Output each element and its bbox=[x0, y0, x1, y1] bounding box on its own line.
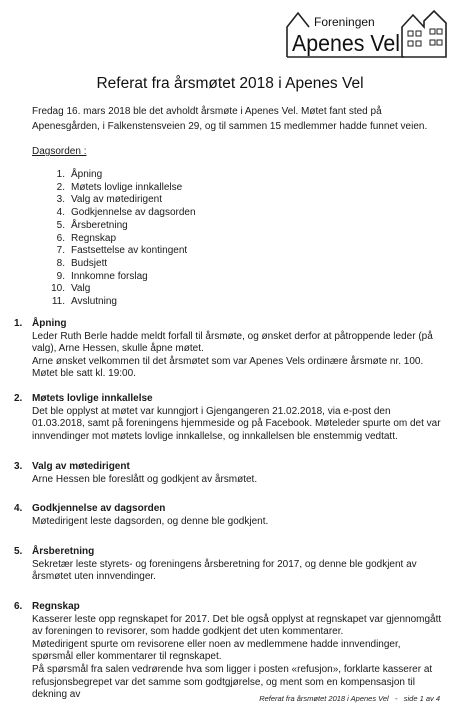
section-paragraph: Arne Hessen ble foreslått og godkjent av årsmøtet. bbox=[32, 473, 258, 485]
section-paragraph: Møtedirigent leste dagsorden, og denne ble godkjent. bbox=[32, 515, 269, 527]
section-paragraph: Det ble opplyst at møtet var kunngjort i Gjengangeren 21.02.2018, via e-post den 01.03.2018, samt på foreningens hjemmeside og på Facebook. Møteleder spurte om det var innvendinger mot møtets lovlige innkallelse, og innkallelsen ble enstemmig vedtatt. bbox=[32, 405, 441, 442]
agenda-item bbox=[48, 220, 196, 233]
section-heading: Regnskap bbox=[32, 601, 80, 612]
agenda-item-label: Årsberetning bbox=[71, 219, 128, 231]
agenda-item-number: 11. bbox=[51, 296, 65, 308]
agenda-item-label: Budsjett bbox=[71, 257, 108, 269]
section-heading: Åpning bbox=[32, 318, 67, 329]
section-valg-av-motedirigent bbox=[14, 461, 444, 486]
section-number: 6. bbox=[14, 601, 23, 612]
section-heading: Møtets lovlige innkallelse bbox=[32, 393, 153, 404]
section-arsberetning bbox=[14, 546, 444, 584]
agenda-item-label: Åpning bbox=[71, 169, 103, 180]
section-paragraph: Sekretær leste styrets- og foreningens årsberetning for 2017, og denne ble godkjent av årsmøtet uten innvendinger. bbox=[32, 558, 417, 583]
agenda-item bbox=[48, 245, 196, 258]
agenda-item-label: Møtets lovlige innkallelse bbox=[71, 181, 183, 193]
section-lovlige-innkallelse bbox=[14, 393, 444, 443]
agenda-item-number: 8. bbox=[56, 257, 65, 269]
logo-top-word: Foreningen bbox=[314, 15, 375, 29]
agenda-item-number: 3. bbox=[56, 194, 65, 206]
agenda-item bbox=[48, 271, 196, 284]
section-heading: Årsberetning bbox=[32, 546, 95, 557]
agenda-heading: Dagsorden : bbox=[32, 146, 87, 157]
agenda-item-number: 9. bbox=[56, 270, 65, 282]
agenda-item bbox=[48, 258, 196, 271]
section-apning bbox=[14, 318, 444, 381]
section-paragraph: Møtedirigent spurte om revisorene eller noen av medlemmene hadde innvendinger, spørsmål eller kommentarer til regnskapet. bbox=[32, 638, 401, 663]
agenda-item-label: Valg bbox=[71, 283, 91, 295]
section-number: 5. bbox=[14, 546, 23, 557]
section-number: 2. bbox=[14, 393, 23, 404]
agenda-item-label: Fastsettelse av kontingent bbox=[71, 245, 188, 257]
section-paragraph: Møtet ble satt kl. 19:00. bbox=[32, 368, 136, 380]
agenda-list bbox=[48, 169, 196, 309]
section-paragraph: Arne ønsket velkommen til det årsmøtet som var Apenes Vels ordinære årsmøte nr. 100. bbox=[32, 355, 424, 367]
agenda-item-label: Valg av møtedirigent bbox=[71, 194, 162, 206]
logo-graphic bbox=[284, 7, 450, 59]
agenda-item-number: 6. bbox=[56, 232, 65, 244]
section-number: 4. bbox=[14, 503, 23, 514]
agenda-item bbox=[48, 283, 196, 296]
agenda-item bbox=[48, 169, 196, 182]
page-title: Referat fra årsmøtet 2018 i Apenes Vel bbox=[96, 75, 364, 92]
section-regnskap bbox=[14, 601, 444, 702]
agenda-item-label: Innkomne forslag bbox=[71, 270, 148, 282]
agenda-item-number: 5. bbox=[56, 219, 65, 231]
apenes-vel-logo bbox=[284, 7, 450, 59]
section-paragraph: Leder Ruth Berle hadde meldt forfall til årsmøte, og ønsket derfor at påtroppende leder (på valg), Arne Hessen, skulle åpne møtet. bbox=[32, 330, 433, 355]
agenda-item-number: 2. bbox=[56, 181, 65, 193]
agenda-item bbox=[48, 194, 196, 207]
intro-paragraph: Fredag 16. mars 2018 ble det avholdt årsmøte i Apenes Vel. Møtet fant sted på Apenesgården, i Falkenstensveien 29, og til sammen 15 medlemmer hadde funnet veien. bbox=[32, 106, 428, 132]
agenda-item-number: 4. bbox=[56, 207, 65, 219]
section-godkjennelse-av-dagsorden bbox=[14, 503, 444, 528]
agenda-item-label: Avslutning bbox=[71, 296, 117, 308]
agenda-item-number: 1. bbox=[56, 169, 65, 180]
agenda-item bbox=[48, 182, 196, 195]
section-number: 1. bbox=[14, 318, 23, 329]
agenda-item-label: Godkjennelse av dagsorden bbox=[71, 207, 196, 219]
agenda-item bbox=[48, 207, 196, 220]
section-paragraph: Kasserer leste opp regnskapet for 2017. Det ble også opplyst at regnskapet var gjennomgått av foreningen to revisorer, som hadde godkjent det uten kommentarer. bbox=[32, 613, 442, 638]
agenda-item-label: Regnskap bbox=[71, 232, 117, 244]
section-paragraph: På spørsmål fra salen vedrørende hva som ligger i posten «refusjon», forklarte kasserer at refusjonsbegrepet var det samme som godtgjørelse, og ment som en kompensasjon til dekning av bbox=[32, 663, 433, 701]
agenda-item-number: 7. bbox=[56, 245, 65, 257]
section-heading: Godkjennelse av dagsorden bbox=[32, 503, 166, 514]
agenda-item-number: 10. bbox=[51, 283, 65, 295]
section-heading: Valg av møtedirigent bbox=[32, 461, 130, 472]
agenda-item bbox=[48, 233, 196, 246]
logo-main-word: Apenes Vel bbox=[292, 30, 400, 56]
page-footer: Referat fra årsmøtet 2018 i Apenes Vel - side 1 av 4 bbox=[259, 694, 440, 703]
section-number: 3. bbox=[14, 461, 23, 472]
agenda-item bbox=[48, 296, 196, 309]
